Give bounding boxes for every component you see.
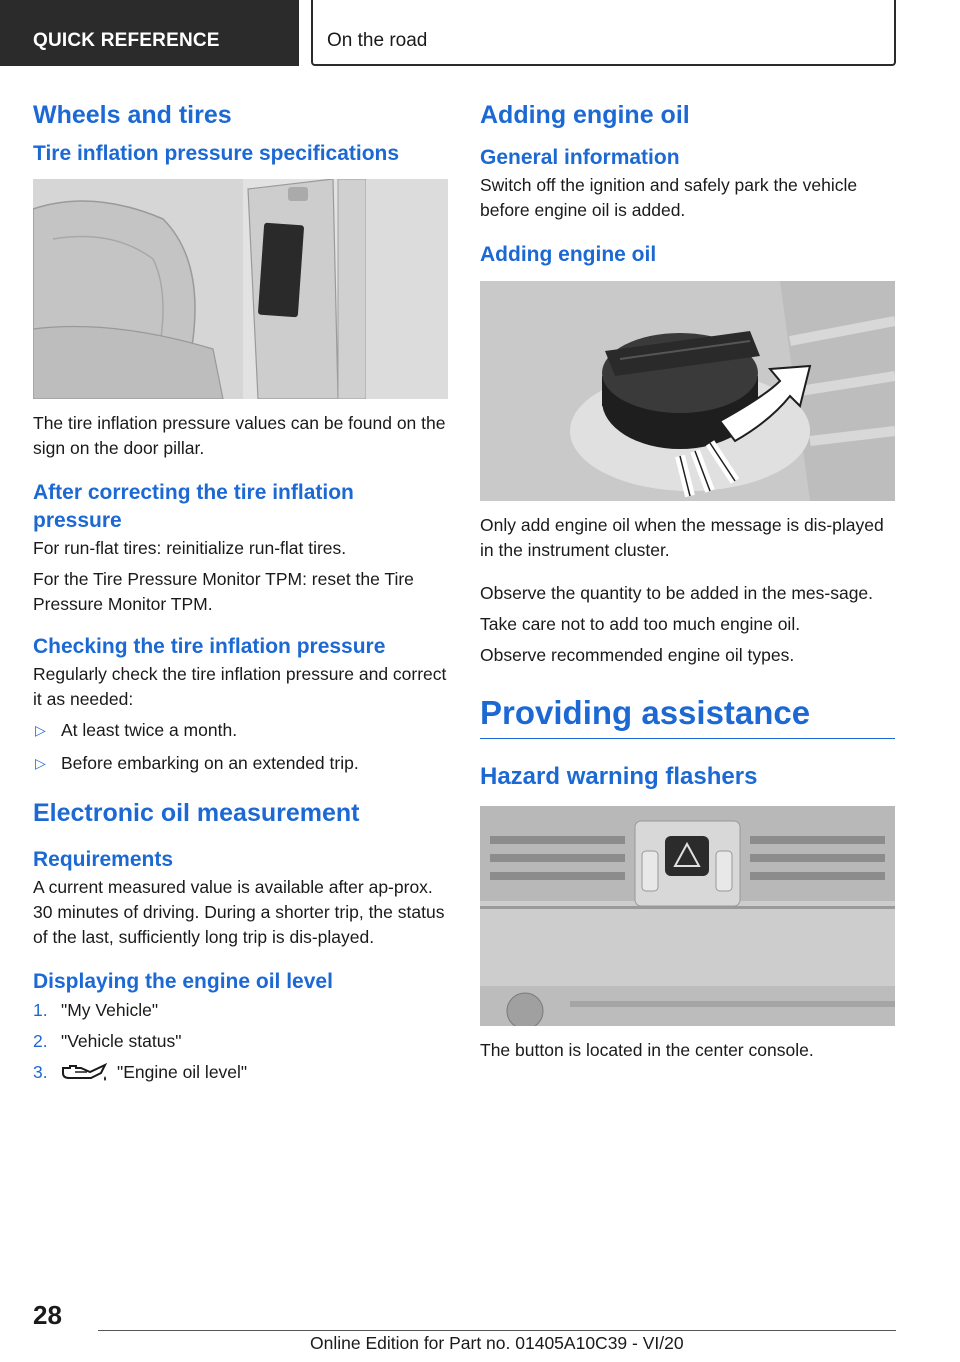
step-number: 3. <box>33 1061 48 1082</box>
tire-spec-title: Tire inflation pressure specifications <box>33 142 400 165</box>
bullet-text: Before embarking on an extended trip. <box>61 753 359 774</box>
door-pillar-illustration <box>33 179 448 399</box>
footer-edition: Online Edition for Part no. 01405A10C39 - VI/20 <box>310 1333 684 1353</box>
after-correct-p2: For the Tire Pressure Monitor TPM: reset the Tire Pressure Monitor TPM. <box>33 568 414 614</box>
triangle-right-icon: ▷ <box>35 755 46 772</box>
adding-oil-title: Adding engine oil <box>480 101 690 129</box>
chapter-tab: On the road <box>311 0 896 66</box>
left-column <box>33 100 448 1091</box>
page-number: 28 <box>33 1300 62 1330</box>
hazard-text: The button is located in the center console. <box>480 1039 814 1060</box>
section-tab: QUICK REFERENCE <box>0 0 299 66</box>
list-item <box>33 998 448 1023</box>
list-item <box>33 718 448 743</box>
door-pillar-image <box>33 179 448 399</box>
checking-title: Checking the tire inflation pressure <box>33 634 386 658</box>
wheels-title: Wheels and tires <box>33 101 232 129</box>
oil-text-3: Take care not to add too much engine oil. <box>480 613 801 634</box>
requirements-text: A current measured value is available after ap‐prox. 30 minutes of driving. During a shorter trip, the status of the last, sufficiently long trip is dis‐played. <box>33 877 445 948</box>
oil-can-icon <box>61 1061 109 1083</box>
list-item <box>33 1060 448 1085</box>
oil-measurement-title: Electronic oil measurement <box>33 799 360 828</box>
list-item <box>33 751 448 776</box>
step-number: 1. <box>33 999 48 1020</box>
providing-assistance-title: Providing assistance <box>480 694 895 739</box>
general-info-text: Switch off the ignition and safely park the vehicle before engine oil is added. <box>480 175 858 221</box>
center-console-illustration <box>480 806 895 1026</box>
oil-text-2: Observe the quantity to be added in the mes‐sage. <box>480 582 874 603</box>
footer-divider <box>98 1330 896 1331</box>
step-text: "Vehicle status" <box>61 1030 182 1051</box>
general-info-title: General information <box>480 146 680 169</box>
step-number: 2. <box>33 1030 48 1051</box>
triangle-right-icon: ▷ <box>35 722 46 739</box>
hazard-title: Hazard warning flashers <box>480 762 758 790</box>
oil-text-1: Only add engine oil when the message is dis‐played in the instrument cluster. <box>480 514 884 560</box>
list-item <box>33 1029 448 1054</box>
after-correct-p1: For run-flat tires: reinitialize run-flat tires. <box>33 537 347 558</box>
requirements-title: Requirements <box>33 848 174 872</box>
center-console-image <box>480 806 895 1026</box>
adding-oil-subtitle: Adding engine oil <box>480 243 657 267</box>
step-text: "Engine oil level" <box>117 1061 248 1082</box>
bullet-text: At least twice a month. <box>61 720 238 741</box>
page-header <box>0 0 960 66</box>
checking-text: Regularly check the tire inflation pressure and correct it as needed: <box>33 664 447 710</box>
after-correct-title: After correcting the tire inflation pressure <box>33 481 354 532</box>
oil-cap-illustration <box>480 281 895 501</box>
oil-cap-image <box>480 281 895 501</box>
right-column <box>480 100 895 1063</box>
displaying-title: Displaying the engine oil level <box>33 970 333 994</box>
tire-spec-text: The tire inflation pressure values can be found on the sign on the door pillar. <box>33 413 446 459</box>
step-text: "My Vehicle" <box>61 999 159 1020</box>
oil-text-4: Observe recommended engine oil types. <box>480 644 795 665</box>
